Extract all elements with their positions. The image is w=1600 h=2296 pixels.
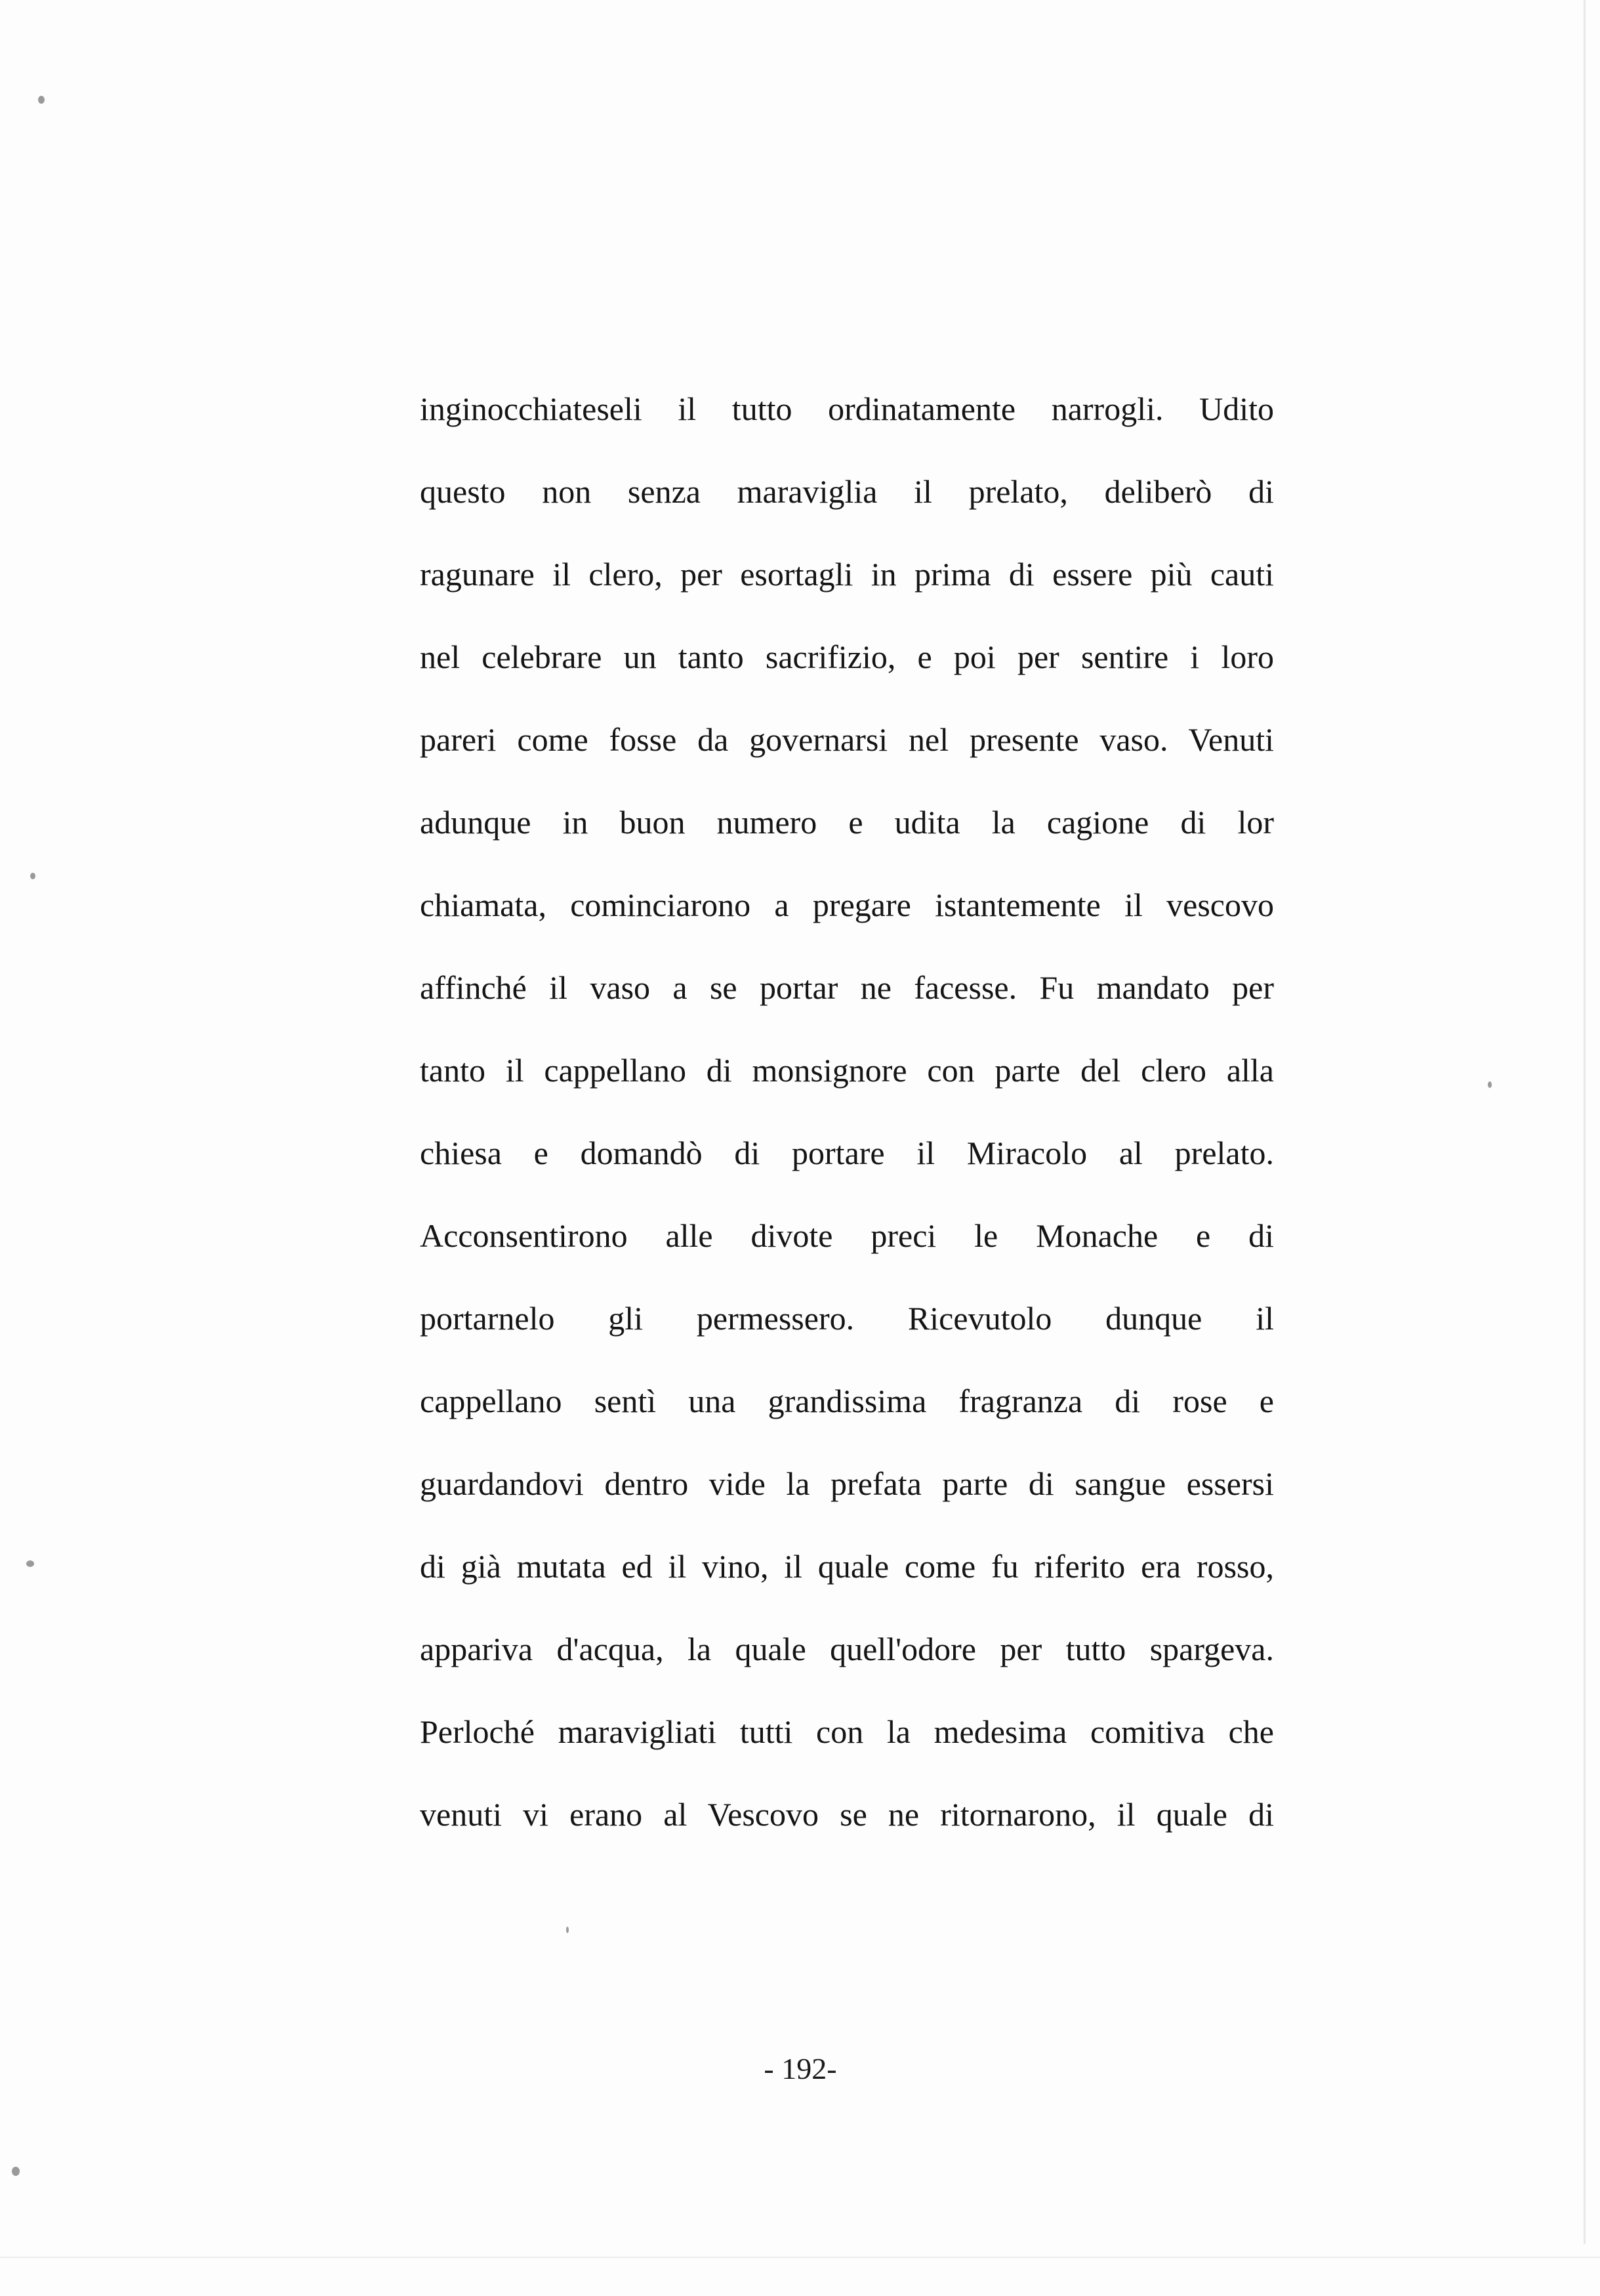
text-line: Acconsentirono alle divote preci le Monache e di [420, 1217, 1274, 1254]
text-line: chiamata, cominciarono a pregare istantemente il vescovo [420, 887, 1274, 923]
body-text [420, 367, 1274, 1856]
text-line: guardandovi dentro vide la prefata parte di sangue essersi [420, 1465, 1274, 1502]
text-line: cappellano sentì una grandissima fragranza di rose e [420, 1383, 1274, 1419]
scan-speck [1488, 1081, 1492, 1088]
text-line: di già mutata ed il vino, il quale come fu riferito era rosso, [420, 1548, 1274, 1585]
page-right-edge [1584, 0, 1586, 2244]
page-number: - 192- [764, 2052, 837, 2085]
scan-speck [38, 96, 45, 104]
scan-speck [26, 1560, 34, 1567]
scan-speck [30, 873, 35, 879]
text-line: chiesa e domandò di portare il Miracolo al prelato. [420, 1135, 1274, 1171]
text-line: venuti vi erano al Vescovo se ne ritornarono, il quale di [420, 1796, 1274, 1833]
text-line: Perloché maravigliati tutti con la medesima comitiva che [420, 1713, 1274, 1750]
page-bottom-edge [0, 2257, 1600, 2258]
text-line: appariva d'acqua, la quale quell'odore per tutto spargeva. [420, 1631, 1274, 1667]
scan-speck [12, 2167, 20, 2176]
text-line: ragunare il clero, per esortagli in prima di essere più cauti [420, 556, 1274, 593]
text-line: portarnelo gli permessero. Ricevutolo dunque il [420, 1300, 1274, 1337]
text-line: pareri come fosse da governarsi nel presente vaso. Venuti [420, 721, 1274, 758]
text-line: nel celebrare un tanto sacrifizio, e poi per sentire i loro [420, 638, 1274, 675]
text-line: inginocchiateseli il tutto ordinatamente narrogli. Udito [420, 390, 1274, 427]
text-line: questo non senza maraviglia il prelato, deliberò di [420, 473, 1274, 510]
text-line: tanto il cappellano di monsignore con parte del clero alla [420, 1052, 1274, 1089]
scan-speck [566, 1927, 569, 1933]
text-line: adunque in buon numero e udita la cagione di lor [420, 804, 1274, 841]
text-line: affinché il vaso a se portar ne facesse. Fu mandato per [420, 969, 1274, 1006]
